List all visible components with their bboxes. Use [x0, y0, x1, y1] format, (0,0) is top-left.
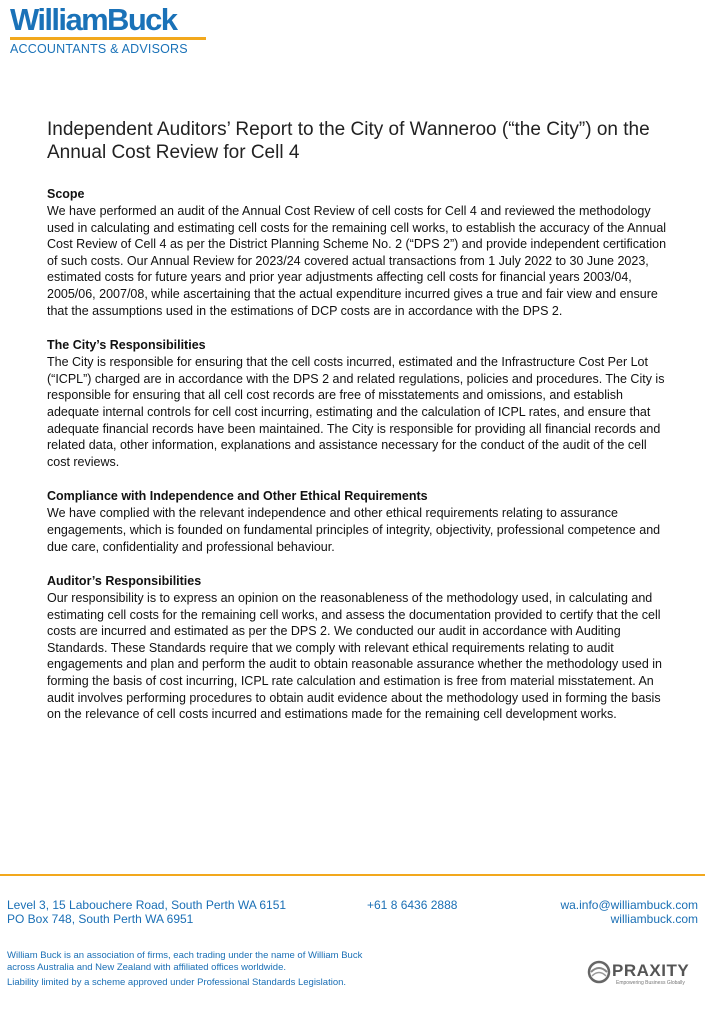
section-text: The City is responsible for ensuring that the cell costs incurred, estimated and the Infrastructure Cost Per Lot (“ICPL”) charged are in accordance with the DPS 2 and related regulations, policies and procedures. The City is responsible for ensuring that all cell cost records are free of misstatements and omissions, and establish adequate internal controls for cell cost incurring, estimating and the calculation of ICPL rates, and ensure that adequate financial records have been maintained. The City is responsible for providing all financial records and related data, other information, explanations and assistance necessary for the conduct of the audit of the cell cost reviews. — [47, 355, 665, 469]
footer-email-link[interactable]: wa.info@williambuck.com — [560, 898, 698, 912]
section-text: Our responsibility is to express an opinion on the reasonableness of the methodology used, in calculating and estimating cell costs for the remaining cell works, and assess the documentation provided to certify that the cell costs are incurred and estimated as per the DPS 2. We conducted our audit in accordance with Auditing Standards. These Standards require that we comply with relevant ethical requirements relating to audit engagements and plan and perform the audit to obtain reasonable assurance whether the methodology used in forming the basis of cost incurring, ICPL rate calculation and estimation is free from material misstatement. An audit involves performing procedures to obtain audit evidence about the methodology used in forming the basis on the relevance of cell costs incurred and estimations made for the remaining cell development works. — [47, 591, 663, 722]
william-buck-logo — [10, 4, 210, 56]
address-line-1: Level 3, 15 Labouchere Road, South Perth WA 6151 — [7, 898, 287, 912]
report-title: Independent Auditors’ Report to the City of Wanneroo (“the City”) on the Annual Cost Review for Cell 4 — [47, 119, 650, 163]
section-auditor-responsibilities — [47, 573, 667, 723]
address-line-2: PO Box 748, South Perth WA 6951 — [7, 912, 194, 926]
section-city-responsibilities — [47, 337, 667, 470]
section-text: We have complied with the relevant independence and other ethical requirements relating to assurance engagements, which is founded on fundamental principles of integrity, objectivity, professional competence and due care, confidentiality and professional behaviour. — [47, 506, 661, 554]
logo-underline — [10, 37, 206, 40]
report-body — [47, 186, 667, 741]
praxity-tagline: Empowering Business Globally — [616, 980, 685, 986]
disclaimer-line-1: William Buck is an association of firms, each trading under the name of William Buck — [7, 950, 363, 961]
section-compliance — [47, 488, 667, 555]
section-heading: The City’s Responsibilities — [47, 338, 206, 353]
footer-contact — [560, 898, 698, 926]
section-heading: Compliance with Independence and Other Ethical Requirements — [47, 489, 428, 504]
praxity-wordmark: PRAXITY — [612, 961, 690, 980]
footer-phone[interactable]: +61 8 6436 2888 — [367, 898, 458, 912]
disclaimer-line-2: across Australia and New Zealand with affiliated offices worldwide. — [7, 962, 286, 973]
section-heading: Auditor’s Responsibilities — [47, 574, 202, 589]
footer-divider — [0, 874, 705, 876]
section-heading: Scope — [47, 187, 85, 201]
logo-wordmark: WilliamBuck — [10, 2, 177, 37]
liability-statement: Liability limited by a scheme approved under Professional Standards Legislation. — [7, 977, 347, 988]
footer-address — [7, 898, 286, 926]
footer-disclaimer — [7, 950, 362, 989]
footer-website-link[interactable]: williambuck.com — [610, 912, 698, 926]
praxity-logo — [586, 957, 698, 991]
section-scope — [47, 186, 667, 319]
logo-subtitle: ACCOUNTANTS & ADVISORS — [10, 42, 188, 56]
praxity-globe-icon — [586, 959, 612, 985]
section-text: We have performed an audit of the Annual Cost Review of cell costs for Cell 4 and reviewed the methodology used in calculating and estimating cell costs for the remaining cell works, to establish the accuracy of the Annual Cost Review of Cell 4 as per the District Planning Scheme No. 2 (“DPS 2”) and provide independent certification of such costs. Our Annual Review for 2023/24 covered actual transactions from 1 July 2022 to 30 June 2023, estimated costs for future years and prior year adjustments affecting cell costs for financial years 2003/04, 2005/06, 2007/08, while ascertaining that the actual expenditure incurred gives a true and fair view and ensure that the assumptions used in the estimations of DCP costs are in accordance with the DPS 2. — [47, 204, 667, 318]
